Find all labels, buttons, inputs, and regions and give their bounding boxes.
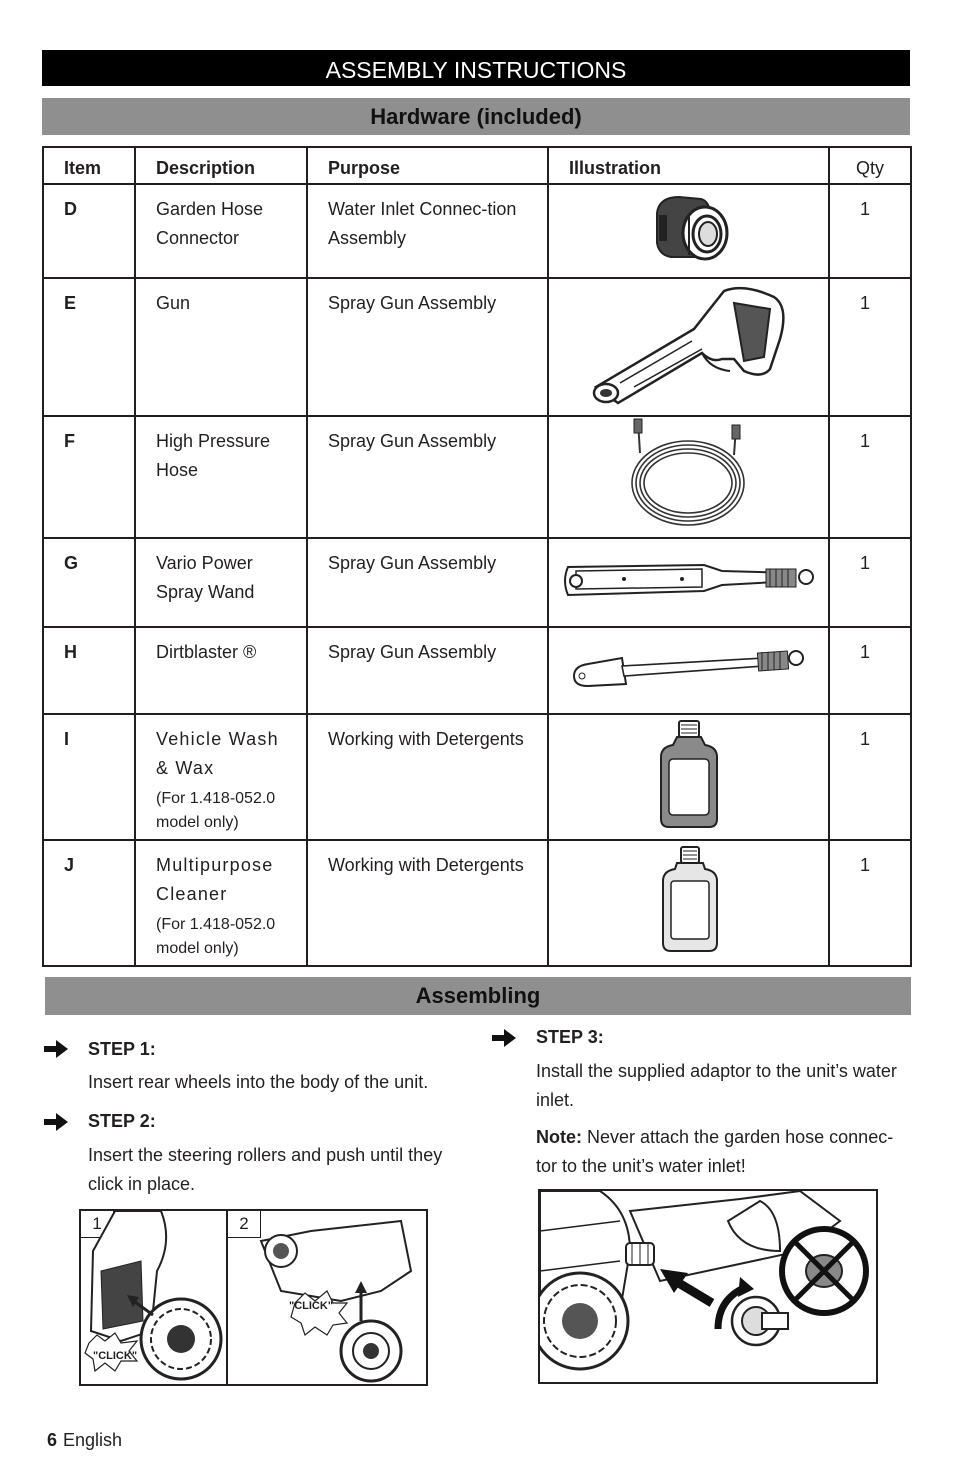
dirtblaster-illustration (564, 628, 814, 708)
hardware-heading-banner (42, 98, 910, 135)
table-row (43, 840, 911, 966)
description-cell: High Pressure Hose (135, 416, 307, 538)
click-label: "CLICK" (289, 1300, 334, 1312)
purpose-cell: Spray Gun Assembly (307, 538, 548, 627)
step-1-label: STEP 1: (88, 1039, 156, 1059)
wheel-assembly-figure (79, 1209, 428, 1386)
detergent-bottle-illustration (649, 715, 729, 833)
page-footer (47, 1430, 122, 1451)
illustration-cell (548, 184, 829, 278)
qty-cell: 1 (829, 627, 911, 714)
qty-cell: 1 (829, 538, 911, 627)
purpose-cell: Spray Gun Assembly (307, 627, 548, 714)
illustration-cell (548, 714, 829, 840)
warning-note (536, 1123, 914, 1181)
table-row (43, 714, 911, 840)
purpose-cell: Working with Detergents (307, 714, 548, 840)
hardware-table (42, 146, 912, 967)
illustration-cell (548, 278, 829, 416)
arrow-right-icon (44, 1111, 70, 1133)
item-cell: F (43, 416, 135, 538)
description-text: Multipurpose Cleaner (156, 855, 274, 904)
step-2-label: STEP 2: (88, 1111, 156, 1131)
assembling-heading: Assembling (415, 983, 541, 1008)
column-header: Qty (829, 147, 911, 184)
purpose-cell: Spray Gun Assembly (307, 278, 548, 416)
arrow-right-icon (492, 1027, 518, 1049)
step-3-label: STEP 3: (536, 1027, 604, 1047)
coiled-hose-illustration (624, 417, 754, 531)
item-cell: J (43, 840, 135, 966)
qty-cell: 1 (829, 278, 911, 416)
page-title-banner (42, 50, 910, 86)
page-title: ASSEMBLY INSTRUCTIONS (325, 57, 627, 83)
water-inlet-figure (538, 1189, 878, 1384)
item-cell: D (43, 184, 135, 278)
table-header-row (43, 147, 911, 184)
qty-cell: 1 (829, 714, 911, 840)
column-header: Illustration (548, 147, 829, 184)
qty-cell: 1 (829, 840, 911, 966)
item-cell: H (43, 627, 135, 714)
step-3-text: Install the supplied adaptor to the unit’s water inlet. (536, 1061, 897, 1110)
note-text: Never attach the garden hose connec-tor to the unit’s water inlet! (536, 1127, 894, 1176)
arrow-right-icon (44, 1038, 70, 1060)
table-row (43, 184, 911, 278)
table-row (43, 278, 911, 416)
item-cell: I (43, 714, 135, 840)
item-cell: E (43, 278, 135, 416)
column-header: Item (43, 147, 135, 184)
page-number: 6 (47, 1430, 58, 1450)
garden-hose-connector-illustration (639, 185, 739, 275)
qty-cell: 1 (829, 184, 911, 278)
purpose-cell: Water Inlet Connec-tion Assembly (307, 184, 548, 278)
click-label: "CLICK" (93, 1350, 138, 1362)
table-row (43, 538, 911, 627)
illustration-cell (548, 627, 829, 714)
qty-cell: 1 (829, 416, 911, 538)
panel-number: 1 (81, 1211, 114, 1238)
panel-number: 2 (228, 1211, 261, 1238)
hardware-heading: Hardware (included) (370, 104, 582, 129)
model-note: (For 1.418-052.0 model only) (156, 916, 276, 957)
footer-language: English (63, 1430, 123, 1450)
step-2-text: Insert the steering rollers and push until they click in place. (88, 1145, 443, 1194)
description-cell: Dirtblaster ® (135, 627, 307, 714)
description-cell: Gun (135, 278, 307, 416)
description-text: Vehicle Wash & Wax (156, 729, 279, 778)
spray-gun-illustration (584, 279, 794, 409)
step-1-text: Insert rear wheels into the body of the unit. (88, 1072, 429, 1092)
description-cell (135, 714, 307, 840)
illustration-cell (548, 840, 829, 966)
cleaner-bottle-illustration (649, 841, 729, 959)
spray-wand-illustration (554, 539, 824, 619)
assembling-heading-banner (45, 977, 911, 1015)
description-cell (135, 840, 307, 966)
description-cell: Vario Power Spray Wand (135, 538, 307, 627)
water-inlet-illustration (540, 1191, 876, 1382)
item-cell: G (43, 538, 135, 627)
note-label: Note: (536, 1127, 582, 1147)
column-header: Description (135, 147, 307, 184)
table-row (43, 416, 911, 538)
column-header: Purpose (307, 147, 548, 184)
model-note: (For 1.418-052.0 model only) (156, 790, 276, 831)
description-cell: Garden Hose Connector (135, 184, 307, 278)
illustration-cell (548, 538, 829, 627)
table-row (43, 627, 911, 714)
purpose-cell: Working with Detergents (307, 840, 548, 966)
illustration-cell (548, 416, 829, 538)
purpose-cell: Spray Gun Assembly (307, 416, 548, 538)
